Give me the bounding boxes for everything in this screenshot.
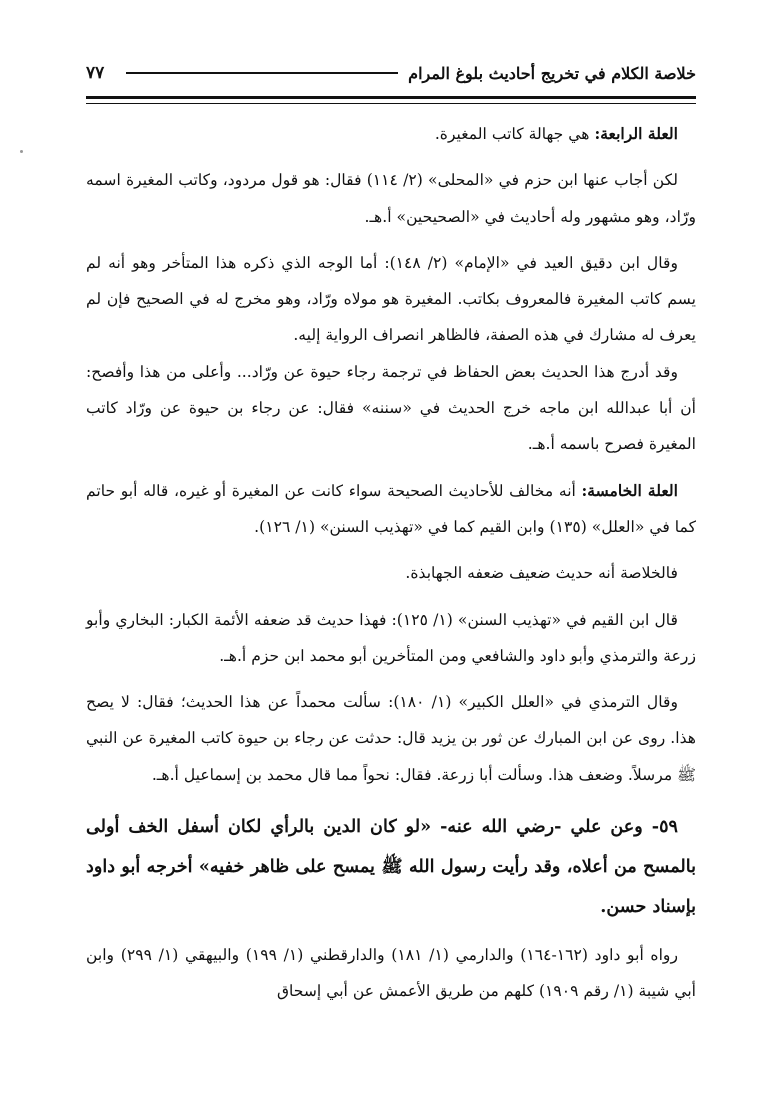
paragraph-6: فالخلاصة أنه حديث ضعيف ضعفه الجهابذة. [405, 564, 678, 583]
running-title: خلاصة الكلام في تخريج أحاديث بلوغ المرام [408, 63, 696, 83]
paragraph-8: وقال الترمذي في «العلل الكبير» (١/ ١٨٠): سألت محمداً عن هذا الحديث؛ فقال: لا يصح هذا. روى عن ابن المبارك عن ثور بن يزيد قال: حدثت عن رجاء بن حيوة كاتب المغيرة عن النبي ﷺ مرسلاً. وضعف هذا. وسألت أبا زرعة. فقال: نحواً مما قال محمد بن إسماعيل أ.هـ. [86, 693, 696, 784]
header-rule [126, 72, 398, 74]
paragraph-3: وقال ابن دقيق العيد في «الإمام» (٢/ ١٤٨): أما الوجه الذي ذكره هذا المتأخر وهو أنه لم يسم كاتب المغيرة فالمعروف بكاتب. المغيرة هو مولاه ورّاد، وهو مخرج له في الصحيح فإن لم يعرف له مشارك في هذه الصفة، فالظاهر انصراف الرواية إليه. [86, 253, 696, 345]
page-number: ٧٧ [86, 63, 105, 83]
paragraph-5 [86, 473, 696, 546]
hadith-59: ٥٩- وعن علي -رضي الله عنه- «لو كان الدين بالرأي لكان أسفل الخف أولى بالمسح من أعلاه، وقد رأيت رسول الله ﷺ يمسح على ظاهر خفيه» أخرجه أبو داود بإسناد حسن. [86, 816, 696, 918]
paragraph-5-text: أنه مخالف للأحاديث الصحيحة سواء كانت عن المغيرة أو غيره، قاله أبو حاتم كما في «العلل» (١٣٥) وابن القيم كما في «تهذيب السنن» (١/ ١٢٦). [86, 481, 696, 536]
paragraph-9: رواه أبو داود (١٦٢-١٦٤) والدارمي (١/ ١٨١) والدارقطني (١/ ١٩٩) والبيهقي (١/ ٢٩٩) وابن أبي شيبة (١/ رقم ١٩٠٩) كلهم من طريق الأعمش عن أبي إسحاق [86, 946, 696, 1001]
paragraph-5-label: العلة الخامسة: [581, 480, 678, 500]
paragraph-1-label: العلة الرابعة: [594, 124, 678, 143]
page-header [86, 56, 696, 90]
header-divider-thick [86, 96, 696, 99]
margin-dot [20, 150, 23, 153]
paragraph-1 [86, 116, 696, 152]
paragraph-2: لكن أجاب عنها ابن حزم في «المحلى» (٢/ ١١٤) فقال: هو قول مردود، وكاتب المغيرة اسمه ورّاد، وهو مشهور وله أحاديث في «الصحيحين» أ.هـ. [86, 171, 696, 226]
body-text [86, 116, 696, 1010]
header-divider-thin [86, 103, 696, 104]
paragraph-7: قال ابن القيم في «تهذيب السنن» (١/ ١٢٥): فهذا حديث قد ضعفه الأئمة الكبار: البخاري وأبو زرعة والترمذي وأبو داود والشافعي ومن المتأخرين أبو محمد ابن حزم أ.هـ. [86, 610, 696, 665]
paragraph-4: وقد أدرج هذا الحديث بعض الحفاظ في ترجمة رجاء حيوة عن ورّاد... وأعلى من هذا وأفصح: أن أبا عبدالله ابن ماجه خرج الحديث في «سننه» فقال: عن رجاء بن حيوة عن ورّاد كاتب المغيرة فصرح باسمه أ.هـ. [86, 362, 696, 454]
paragraph-1-text: هي جهالة كاتب المغيرة. [434, 125, 595, 143]
